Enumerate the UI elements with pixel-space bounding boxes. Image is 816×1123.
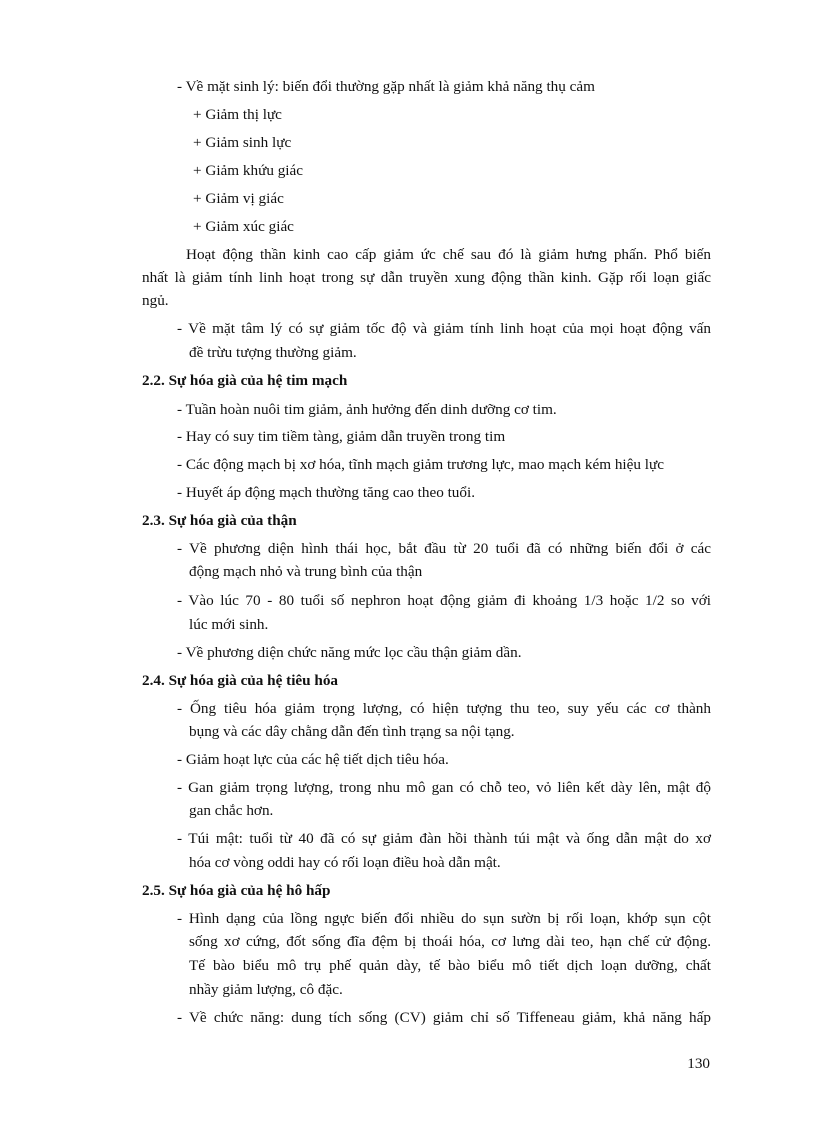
sense-item: + Giảm sinh lực (193, 134, 292, 151)
list-item: - Gan giảm trọng lượng, trong nhu mô gan có chỗ teo, vỏ liên kết dày lên, mật độ (177, 779, 711, 796)
physiology-line: - Về mặt sinh lý: biến đổi thường gặp nhất là giảm khả năng thụ cảm (177, 78, 595, 95)
list-item: - Giảm hoạt lực của các hệ tiết dịch tiêu hóa. (177, 751, 449, 768)
list-item-continuation: động mạch nhỏ và trung bình của thận (189, 563, 423, 580)
section-heading-respiratory: 2.5. Sự hóa già của hệ hô hấp (142, 882, 331, 899)
list-item: - Về phương diện hình thái học, bắt đầu từ 20 tuổi đã có những biến đổi ở các (177, 540, 711, 557)
list-item-continuation: gan chắc hơn. (189, 802, 274, 819)
list-item: - Hình dạng của lồng ngực biến đổi nhiều do sụn sườn bị rối loạn, khớp sụn cột (177, 910, 711, 927)
list-item-continuation: Tế bào biểu mô trụ phế quản dày, tế bào biểu mô tiết dịch loạn dưỡng, chất (189, 957, 711, 974)
psych-line: - Về mặt tâm lý có sự giảm tốc độ và giảm tính linh hoạt của mọi hoạt động vấn (177, 320, 711, 337)
list-item: - Ống tiêu hóa giảm trọng lượng, có hiện tượng thu teo, suy yếu các cơ thành (177, 700, 711, 717)
neuro-paragraph-line: nhất là giảm tính linh hoạt trong sự dẫn truyền xung động thần kinh. Gặp rối loạn giấc (142, 269, 711, 286)
list-item-continuation: nhầy giảm lượng, cô đặc. (189, 981, 343, 998)
list-item: - Về chức năng: dung tích sống (CV) giảm chỉ số Tiffeneau giảm, khả năng hấp (177, 1009, 711, 1026)
list-item-continuation: lúc mới sinh. (189, 616, 269, 633)
list-item: - Tuần hoàn nuôi tim giảm, ảnh hưởng đến dinh dưỡng cơ tim. (177, 401, 557, 418)
psych-line: đề trừu tượng thường giảm. (189, 344, 357, 361)
list-item: - Hay có suy tim tiềm tàng, giảm dẫn truyền trong tim (177, 428, 506, 445)
neuro-paragraph-line: Hoạt động thần kinh cao cấp giảm ức chế sau đó là giảm hưng phấn. Phổ biến (186, 246, 711, 263)
sense-item: + Giảm vị giác (193, 190, 284, 207)
section-heading-cardiovascular: 2.2. Sự hóa già của hệ tim mạch (142, 372, 348, 389)
neuro-paragraph-line: ngủ. (142, 292, 169, 309)
list-item: - Vào lúc 70 - 80 tuổi số nephron hoạt động giảm đi khoảng 1/3 hoặc 1/2 so với (177, 592, 711, 609)
list-item: - Các động mạch bị xơ hóa, tĩnh mạch giảm trương lực, mao mạch kém hiệu lực (177, 456, 664, 473)
list-item: - Về phương diện chức năng mức lọc cầu thận giảm dần. (177, 644, 522, 661)
sense-item: + Giảm khứu giác (193, 162, 304, 179)
list-item-continuation: hóa cơ vòng oddi hay có rối loạn điều hoà dẫn mật. (189, 854, 501, 871)
list-item-continuation: bụng và các dây chằng dẫn đến tình trạng sa nội tạng. (189, 723, 515, 740)
list-item-continuation: sống xơ cứng, đốt sống đĩa đệm bị thoái hóa, cơ lưng dài teo, hạn chế cử động. (189, 933, 711, 950)
section-heading-kidney: 2.3. Sự hóa già của thận (142, 512, 297, 529)
list-item: - Túi mật: tuổi từ 40 đã có sự giảm đàn hồi thành túi mật và ống dẫn mật do xơ (177, 830, 711, 847)
sense-item: + Giảm xúc giác (193, 218, 294, 235)
sense-item: + Giảm thị lực (193, 106, 282, 123)
page-number: 130 (687, 1055, 710, 1072)
list-item: - Huyết áp động mạch thường tăng cao theo tuổi. (177, 484, 476, 501)
section-heading-digestive: 2.4. Sự hóa già của hệ tiêu hóa (142, 672, 339, 689)
